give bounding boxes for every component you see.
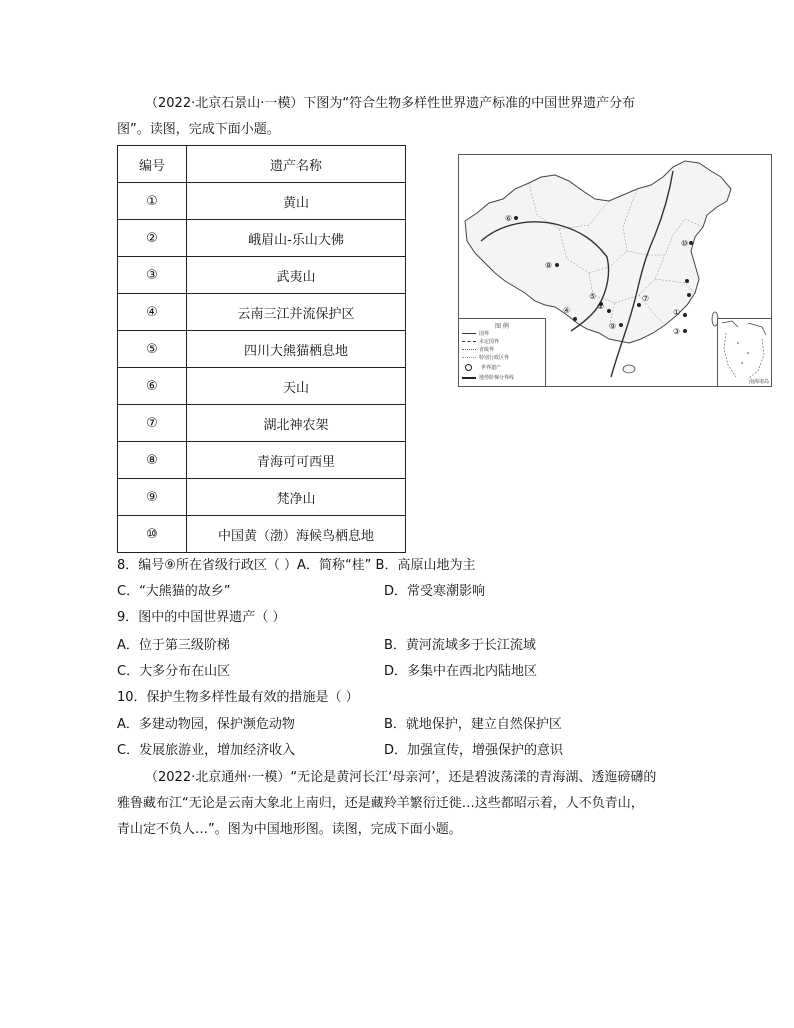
row-number: ② — [118, 220, 187, 257]
row-name: 湖北神农架 — [187, 405, 406, 442]
row-name: 梵净山 — [187, 479, 406, 516]
q10-option-d: D．加强宣传，增强保护的意识 — [384, 743, 564, 758]
row-number: ⑥ — [118, 368, 187, 405]
intro-1-line-1: （2022·北京石景山·一模）下图为“符合生物多样性世界遗产标准的中国世界遗产分布 — [145, 96, 636, 111]
header-number: 编号 — [118, 146, 187, 183]
row-name: 峨眉山-乐山大佛 — [187, 220, 406, 257]
table-row — [118, 183, 406, 220]
china-heritage-map — [458, 154, 772, 387]
q10-stem: 10．保护生物多样性最有效的措施是（ ） — [117, 690, 359, 705]
inset-caption: 南海诸岛 — [748, 379, 769, 385]
row-name: 中国黄（渤）海候鸟栖息地 — [187, 516, 406, 553]
row-number: ⑩ — [118, 516, 187, 553]
legend-sar-border: 特别行政区界 — [462, 354, 509, 361]
marker-8: ⑧ — [545, 261, 553, 270]
heritage-dot — [685, 279, 689, 283]
legend-provincial-border: 省级界 — [462, 346, 494, 353]
map-legend — [459, 318, 546, 386]
row-name: 武夷山 — [187, 257, 406, 294]
marker-4: ④ — [563, 306, 571, 315]
legend-title: 图 例 — [495, 323, 509, 330]
row-number: ① — [118, 183, 187, 220]
heritage-dot — [555, 263, 559, 267]
legend-national-border: 国界 — [462, 330, 489, 337]
heritage-table — [117, 145, 406, 553]
q8-option-c: C．“大熊猫的故乡” — [117, 584, 231, 599]
table-row — [118, 368, 406, 405]
heritage-dot — [687, 293, 691, 297]
marker-5: ⑤ — [589, 292, 597, 301]
row-name: 青海可可西里 — [187, 442, 406, 479]
q10-option-c: C．发展旅游业，增加经济收入 — [117, 743, 296, 758]
table-row — [118, 220, 406, 257]
q9-option-c: C．大多分布在山区 — [117, 664, 231, 679]
south-china-sea-inset — [717, 318, 771, 386]
legend-undetermined-border: 未定国界 — [462, 338, 499, 345]
inset-drawing — [718, 319, 771, 386]
heritage-dot — [573, 317, 577, 321]
q10-option-a: A．多建动物园，保护濒危动物 — [117, 717, 295, 732]
q10-option-b: B．就地保护，建立自然保护区 — [384, 717, 562, 732]
table-row — [118, 442, 406, 479]
header-name: 遗产名称 — [187, 146, 406, 183]
q9-option-b: B．黄河流域多于长江流域 — [384, 638, 536, 653]
marker-9: ⑨ — [609, 322, 617, 331]
row-number: ④ — [118, 294, 187, 331]
table-row — [118, 516, 406, 553]
marker-2: ② — [597, 302, 605, 311]
heritage-dot — [683, 329, 687, 333]
heritage-dot — [689, 241, 693, 245]
row-number: ⑦ — [118, 405, 187, 442]
heritage-dot — [607, 309, 611, 313]
marker-1: ① — [673, 308, 681, 317]
heritage-dot — [683, 313, 687, 317]
heritage-dot — [514, 216, 518, 220]
table-row — [118, 257, 406, 294]
table-row — [118, 479, 406, 516]
row-number: ⑧ — [118, 442, 187, 479]
row-number: ⑤ — [118, 331, 187, 368]
table-row — [118, 405, 406, 442]
marker-10: ⑩ — [681, 239, 689, 248]
marker-3: ③ — [673, 327, 681, 336]
row-number: ⑨ — [118, 479, 187, 516]
table-header-row — [118, 146, 406, 183]
china-outline — [465, 161, 731, 343]
marker-6: ⑥ — [505, 214, 513, 223]
intro-2-line-1: （2022·北京通州·一模）“无论是黄河长江‘母亲河’，还是碧波荡漾的青海湖、透迤磅礴的 — [145, 770, 657, 785]
intro-2-line-2: 雅鲁藏布江“无论是云南大象北上南归，还是藏羚羊繁衍迁徙…这些都昭示着，人不负青山， — [117, 796, 644, 811]
heritage-dot — [637, 303, 641, 307]
q8-option-d: D．常受寒潮影响 — [384, 584, 486, 599]
intro-2-line-3: 青山定不负人…”。图为中国地形图。读图，完成下面小题。 — [117, 822, 462, 837]
row-name: 黄山 — [187, 183, 406, 220]
intro-1-line-2: 图”。读图，完成下面小题。 — [117, 122, 280, 137]
q9-option-a: A．位于第三级阶梯 — [117, 638, 230, 653]
q9-stem: 9．图中的中国世界遗产（ ） — [117, 610, 286, 625]
row-number: ③ — [118, 257, 187, 294]
table-row — [118, 331, 406, 368]
row-name: 四川大熊猫栖息地 — [187, 331, 406, 368]
heritage-dot — [619, 323, 623, 327]
row-name: 天山 — [187, 368, 406, 405]
q9-option-d: D．多集中在西北内陆地区 — [384, 664, 538, 679]
marker-7: ⑦ — [642, 294, 650, 303]
hainan-island — [623, 365, 635, 373]
legend-terrain-step-line: 地势阶梯分界线 — [462, 374, 514, 381]
q8-stem: 8．编号⑨所在省级行政区（ ）A．简称“桂” B．高原山地为主 — [117, 558, 476, 573]
legend-world-heritage: 世界遗产 — [462, 364, 501, 371]
table-row — [118, 294, 406, 331]
row-name: 云南三江并流保护区 — [187, 294, 406, 331]
